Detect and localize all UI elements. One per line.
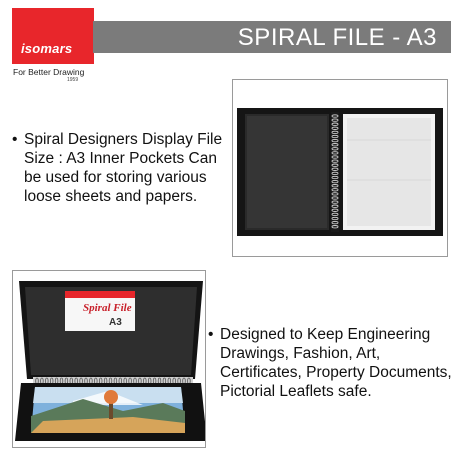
artwork-painting (31, 387, 185, 433)
spiral-rings (331, 112, 339, 232)
bullet-marker: • (12, 131, 18, 148)
header-bar (93, 21, 451, 53)
bullet-text: Designed to Keep Engineering Drawings, Fashion, Art, Certificates, Property Documents, Pictorial Leaflets safe. (220, 326, 452, 400)
bullet-text: Spiral Designers Display File Size : A3 Inner Pockets Can be used for storing various loose sheets and papers. (24, 131, 223, 205)
brand-logo (12, 8, 94, 64)
page-title: SPIRAL FILE - A3 (237, 24, 437, 51)
product-label-title: Spiral File (83, 302, 132, 314)
product-label-size: A3 (109, 317, 122, 328)
product-photo-open-file (232, 79, 448, 257)
product-photo-file-with-artwork (12, 270, 206, 448)
left-pocket-sheen (247, 116, 327, 228)
brand-logo-text: isomars (21, 41, 73, 56)
feature-bullet-size (12, 130, 232, 206)
right-pocket (347, 118, 431, 226)
feature-bullet-uses (208, 325, 453, 401)
bullet-marker: • (208, 326, 214, 343)
brand-tagline: For Better Drawing (13, 67, 85, 77)
open-file-illustration (233, 80, 448, 257)
artwork-file-illustration (13, 271, 206, 448)
brand-year: 1959 (67, 77, 79, 83)
